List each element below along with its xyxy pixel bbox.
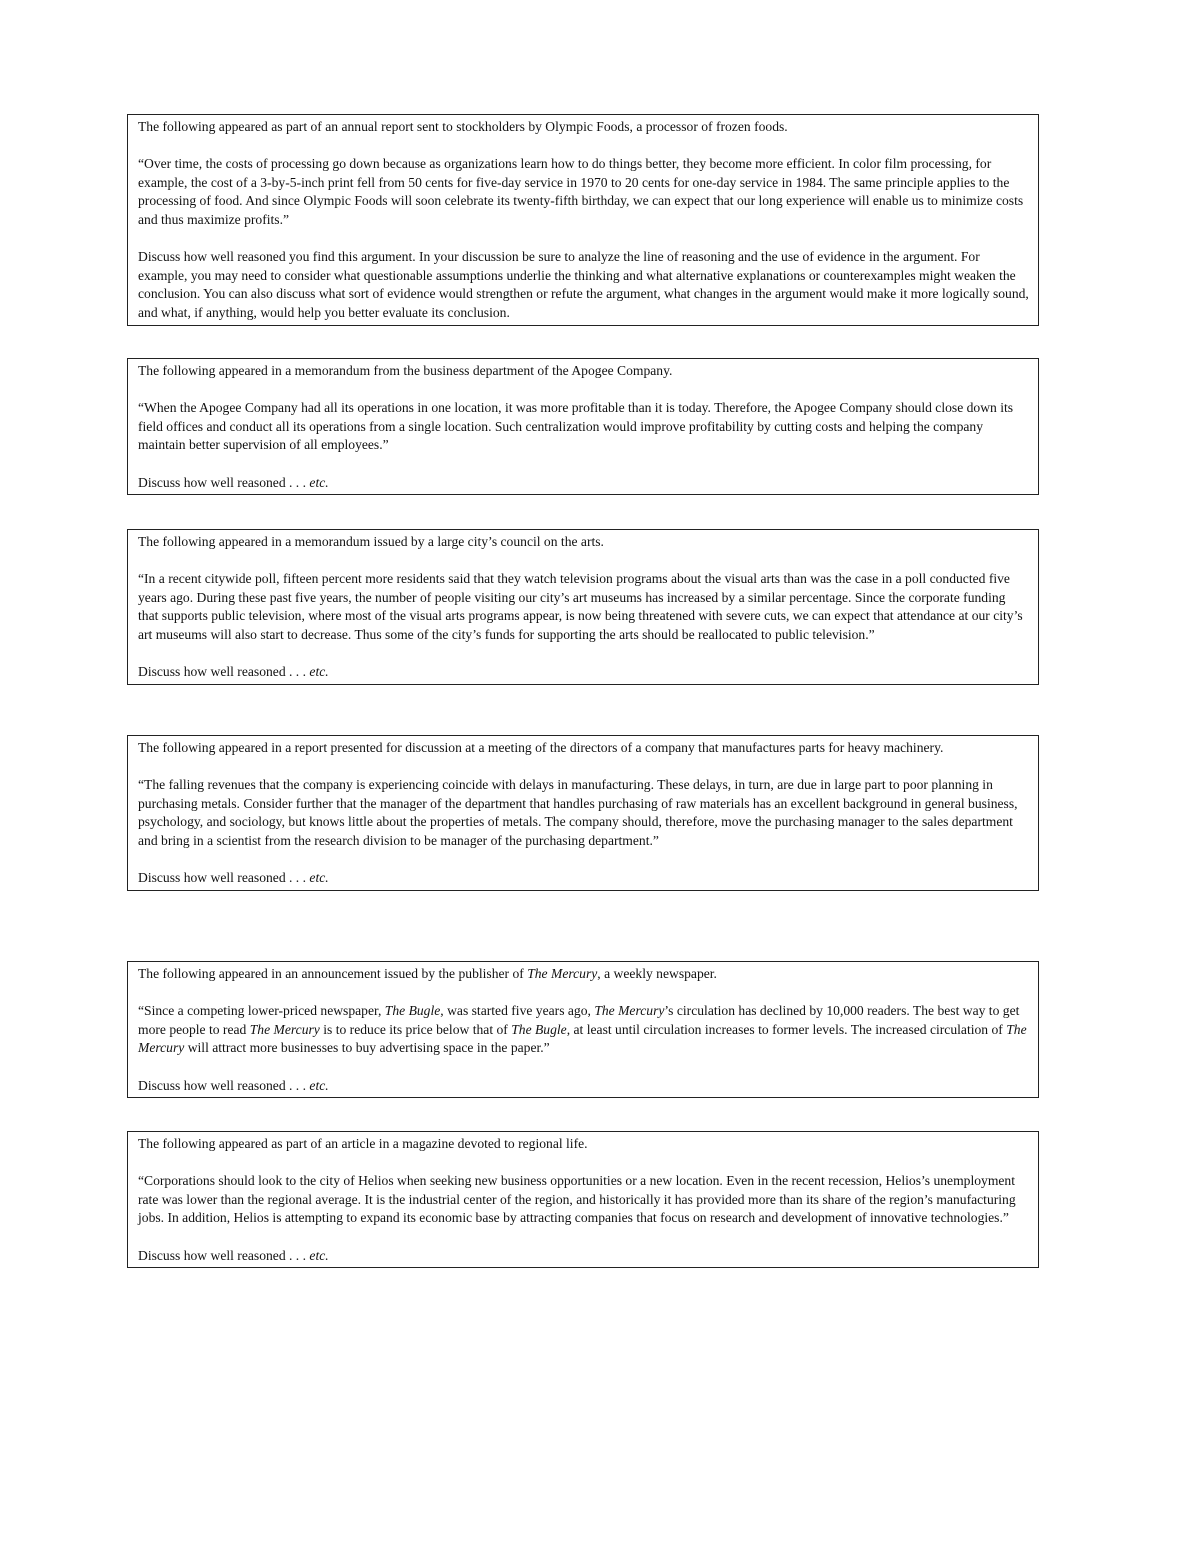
newspaper-title: The Mercury bbox=[594, 1003, 665, 1019]
intro-text-end: , a weekly newspaper. bbox=[597, 966, 717, 981]
quote-text: will attract more businesses to buy advertising space in the paper.” bbox=[184, 1040, 550, 1056]
prompt-quote: “Corporations should look to the city of Helios when seeking new business opportunities or a new location. Even in the recent recession, Helios’s unemployment rate was lower than the regional average. It is the industrial center of the region, and historically it has provided more than its share of the region’s manufacturing jobs. In addition, Helios is attempting to expand its economic base by attracting companies that focus on research and development of innovative technologies.” bbox=[138, 1173, 1016, 1226]
prompt-box-2 bbox=[127, 358, 1039, 495]
instruction-text: Discuss how well reasoned . . . bbox=[138, 1247, 307, 1263]
newspaper-title: The Mercury bbox=[138, 1021, 1027, 1056]
newspaper-title: The Bugle bbox=[384, 1003, 441, 1019]
quote-text: , at least until circulation increases to former levels. The increased circulation of bbox=[566, 1021, 1007, 1037]
prompt-quote: “In a recent citywide poll, fifteen percent more residents said that they watch television programs about the visual arts than was the case in a poll conducted five years ago. During these past five years, the number of people visiting our city’s art museums has increased by a similar percentage. Since the corporate funding that supports public television, where most of the visual arts programs appear, is now being threatened with severe cuts, we can expect that attendance at our city’s art museums will also start to decrease. Thus some of the city’s funds for supporting the arts should be reallocated to public television.” bbox=[138, 571, 1023, 642]
instruction-etc: etc. bbox=[309, 1077, 329, 1093]
quote-text: ’s circulation has declined by 10,000 readers. The best way to get more people to read bbox=[138, 1003, 1020, 1037]
quote-text: is to reduce its price below that of bbox=[319, 1021, 512, 1037]
prompt-intro: The following appeared in a memorandum from the business department of the Apogee Company. bbox=[138, 363, 673, 378]
instruction-etc: etc. bbox=[309, 474, 329, 490]
prompt-intro: The following appeared as part of an annual report sent to stockholders by Olympic Foods, a processor of frozen foods. bbox=[138, 119, 788, 134]
prompt-instruction bbox=[138, 663, 1029, 682]
prompt-quote bbox=[138, 1002, 1029, 1058]
newspaper-title: The Mercury bbox=[249, 1021, 320, 1037]
intro-text: The following appeared in an announcement issued by the publisher of bbox=[138, 966, 528, 981]
prompt-box-5 bbox=[127, 961, 1039, 1098]
prompt-intro: The following appeared in a memorandum issued by a large city’s council on the arts. bbox=[138, 534, 604, 549]
newspaper-title: The Bugle bbox=[511, 1021, 567, 1037]
prompt-quote: “Over time, the costs of processing go down because as organizations learn how to do things better, they become more efficient. In color film processing, for example, the cost of a 3-by-5-inch print fell from 50 cents for five-day service in 1970 to 20 cents for one-day service in 1984. The same principle applies to the processing of food. And since Olympic Foods will soon celebrate its twenty-fifth birthday, we can expect that our long experience will enable us to minimize costs and thus maximize profits.” bbox=[138, 156, 1024, 227]
prompt-instruction bbox=[138, 1077, 1029, 1096]
prompt-intro: The following appeared as part of an article in a magazine devoted to regional life. bbox=[138, 1136, 588, 1151]
prompt-instruction bbox=[138, 869, 1029, 888]
instruction-etc: etc. bbox=[309, 870, 329, 886]
instruction-text: Discuss how well reasoned . . . bbox=[138, 664, 307, 680]
prompt-box-1 bbox=[127, 114, 1039, 326]
prompt-box-4 bbox=[127, 735, 1039, 891]
quote-text: , was started five years ago, bbox=[440, 1003, 595, 1019]
prompt-intro bbox=[138, 965, 1029, 984]
instruction-text: Discuss how well reasoned . . . bbox=[138, 1077, 307, 1093]
prompt-instruction bbox=[138, 474, 1029, 493]
prompt-box-3 bbox=[127, 529, 1039, 685]
prompt-instruction bbox=[138, 1247, 1029, 1266]
prompt-quote: “When the Apogee Company had all its operations in one location, it was more profitable than it is today. Therefore, the Apogee Company should close down its field offices and conduct all its operations from a single location. Such centralization would improve profitability by cutting costs and helping the company maintain better supervision of all employees.” bbox=[138, 400, 1014, 453]
prompt-box-6 bbox=[127, 1131, 1039, 1268]
instruction-text: Discuss how well reasoned . . . bbox=[138, 474, 307, 490]
instruction-text: Discuss how well reasoned . . . bbox=[138, 870, 307, 886]
prompt-instruction: Discuss how well reasoned you find this argument. In your discussion be sure to analyze the line of reasoning and the use of evidence in the argument. For example, you may need to consider what questionable assumptions underlie the thinking and what alternative explanations or counterexamples might weaken the conclusion. You can also discuss what sort of evidence would strengthen or refute the argument, what changes in the argument would make it more logically sound, and what, if anything, would help you better evaluate its conclusion. bbox=[138, 249, 1029, 320]
quote-text: “Since a competing lower-priced newspaper, bbox=[138, 1003, 385, 1019]
instruction-etc: etc. bbox=[309, 664, 329, 680]
prompt-quote: “The falling revenues that the company is experiencing coincide with delays in manufacturing. These delays, in turn, are due in large part to poor planning in purchasing metals. Consider further that the manager of the department that handles purchasing of raw materials has an excellent background in general business, psychology, and sociology, but knows little about the properties of metals. The company should, therefore, move the purchasing manager to the sales department and bring in a scientist from the research division to be manager of the purchasing department.” bbox=[138, 777, 1018, 848]
newspaper-title: The Mercury bbox=[527, 966, 598, 981]
instruction-etc: etc. bbox=[309, 1247, 329, 1263]
prompt-intro: The following appeared in a report presented for discussion at a meeting of the directors of a company that manufactures parts for heavy machinery. bbox=[138, 740, 944, 755]
